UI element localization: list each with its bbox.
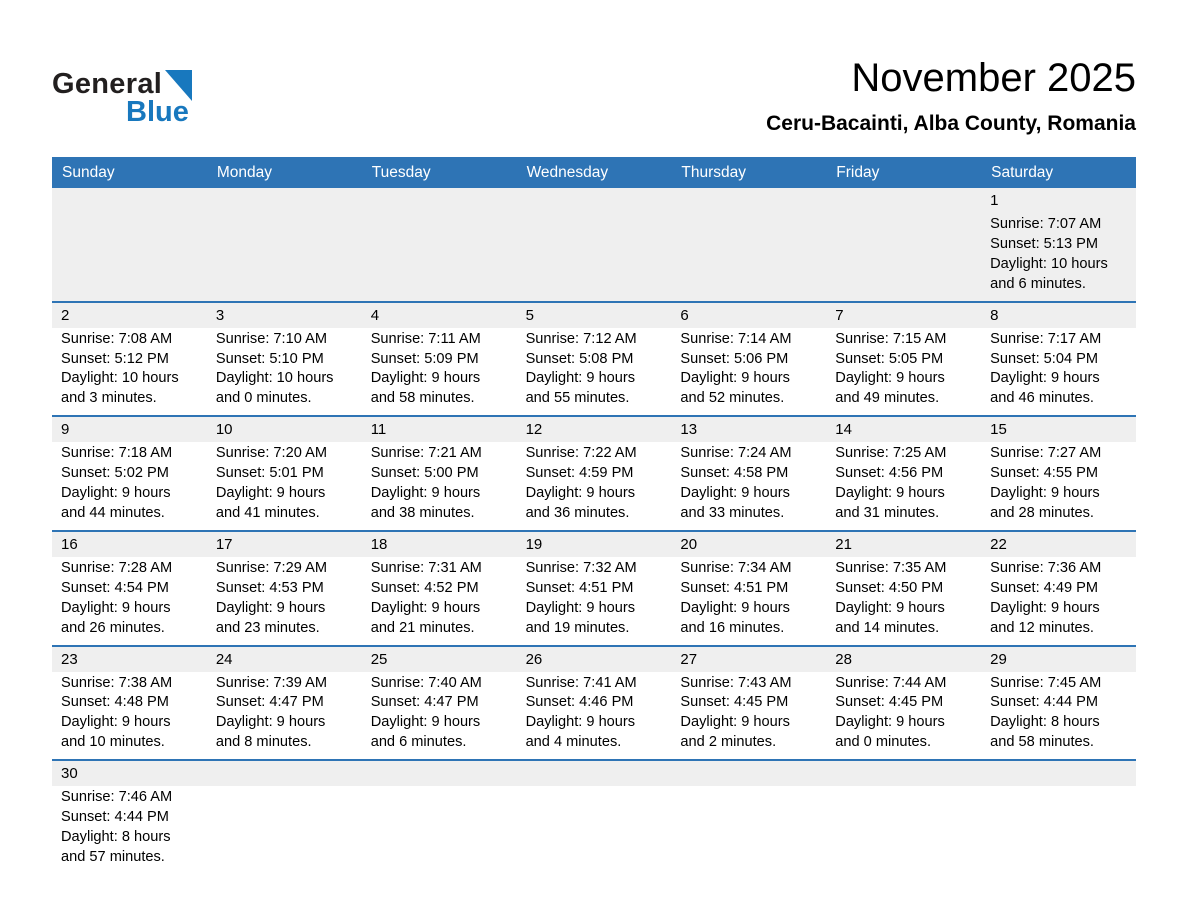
weekday-tuesday: Tuesday <box>371 164 431 181</box>
detail-line: and 55 minutes. <box>525 390 630 407</box>
detail-line: Daylight: 9 hours <box>370 714 481 731</box>
detail-line: Daylight: 8 hours <box>990 714 1100 731</box>
day-number <box>517 188 672 213</box>
detail-line: and 14 minutes. <box>835 619 940 636</box>
detail-line: and 58 minutes. <box>370 390 475 407</box>
week-row <box>52 188 1136 301</box>
detail-line: Daylight: 9 hours <box>680 370 790 387</box>
empty-cell <box>207 761 362 877</box>
detail-line: and 33 minutes. <box>680 504 785 521</box>
empty-cell <box>517 188 672 301</box>
day-cell <box>362 417 517 530</box>
detail-line: Sunset: 5:02 PM <box>61 465 169 482</box>
weekday-wednesday: Wednesday <box>526 164 609 181</box>
detail-line: Sunset: 5:08 PM <box>525 350 634 367</box>
day-number: 26 <box>517 647 672 672</box>
detail-line: Sunset: 4:51 PM <box>680 579 789 596</box>
detail-line: Sunset: 4:56 PM <box>835 465 944 482</box>
day-details <box>207 328 362 416</box>
day-number: 14 <box>826 417 981 442</box>
detail-line: and 44 minutes. <box>61 504 165 521</box>
day-cell <box>981 188 1136 301</box>
day-cell <box>517 303 672 416</box>
day-details <box>52 672 207 760</box>
day-cell <box>517 417 672 530</box>
day-cell <box>362 303 517 416</box>
detail-line: and 23 minutes. <box>215 619 320 636</box>
weekday-friday: Friday <box>836 164 880 181</box>
day-number: 6 <box>671 303 826 328</box>
day-cell <box>981 303 1136 416</box>
day-number <box>52 188 207 213</box>
detail-line: and 36 minutes. <box>525 504 630 521</box>
day-number <box>981 761 1136 786</box>
day-details <box>981 672 1136 760</box>
week-row <box>52 530 1136 645</box>
day-details <box>826 672 981 760</box>
empty-cell <box>52 188 207 301</box>
day-details <box>517 786 672 794</box>
day-details <box>517 672 672 760</box>
detail-line: Sunrise: 7:25 AM <box>835 445 947 462</box>
weekday-saturday: Saturday <box>991 164 1054 181</box>
detail-line: Daylight: 9 hours <box>990 599 1100 616</box>
day-details <box>207 442 362 530</box>
detail-line: Sunset: 4:45 PM <box>680 694 789 711</box>
detail-line: Sunset: 4:55 PM <box>990 465 1099 482</box>
day-number <box>826 188 981 213</box>
day-details <box>517 328 672 416</box>
detail-line: and 49 minutes. <box>835 390 940 407</box>
day-details <box>981 786 1136 794</box>
week-row <box>52 301 1136 416</box>
day-number: 15 <box>981 417 1136 442</box>
logo-text-blue: Blue <box>126 96 189 128</box>
day-cell <box>362 532 517 645</box>
day-details <box>826 557 981 645</box>
day-cell <box>671 303 826 416</box>
day-details <box>671 786 826 794</box>
detail-line: Sunrise: 7:39 AM <box>215 674 327 691</box>
detail-line: and 31 minutes. <box>835 504 940 521</box>
detail-line: and 0 minutes. <box>215 390 312 407</box>
detail-line: and 6 minutes. <box>370 734 467 751</box>
day-details <box>826 213 981 221</box>
detail-line: Sunrise: 7:31 AM <box>370 559 482 576</box>
day-cell <box>52 303 207 416</box>
logo-text-general: General <box>52 68 163 100</box>
detail-line: Sunset: 5:06 PM <box>680 350 789 367</box>
detail-line: Daylight: 9 hours <box>215 599 326 616</box>
detail-line: and 41 minutes. <box>215 504 320 521</box>
detail-line: Daylight: 9 hours <box>370 485 481 502</box>
detail-line: and 3 minutes. <box>61 390 157 407</box>
calendar <box>52 157 1136 877</box>
detail-line: and 12 minutes. <box>990 619 1094 636</box>
day-details <box>52 786 207 874</box>
empty-cell <box>826 188 981 301</box>
detail-line: Daylight: 9 hours <box>525 370 636 387</box>
day-cell <box>207 532 362 645</box>
day-details <box>981 442 1136 530</box>
detail-line: Sunset: 5:00 PM <box>370 465 479 482</box>
day-details <box>826 786 981 794</box>
day-details <box>826 442 981 530</box>
detail-line: and 57 minutes. <box>61 848 165 865</box>
day-details <box>52 557 207 645</box>
day-details <box>52 328 207 416</box>
day-number: 21 <box>826 532 981 557</box>
day-cell <box>671 532 826 645</box>
detail-line: Sunset: 5:13 PM <box>990 235 1099 252</box>
day-cell <box>826 417 981 530</box>
day-details <box>981 557 1136 645</box>
detail-line: Daylight: 9 hours <box>370 599 481 616</box>
day-details <box>362 328 517 416</box>
day-number: 25 <box>362 647 517 672</box>
detail-line: Daylight: 9 hours <box>525 485 636 502</box>
detail-line: Sunset: 5:10 PM <box>215 350 324 367</box>
empty-cell <box>826 761 981 877</box>
detail-line: and 38 minutes. <box>370 504 475 521</box>
day-number: 3 <box>207 303 362 328</box>
detail-line: Daylight: 9 hours <box>61 485 171 502</box>
detail-line: Sunrise: 7:44 AM <box>835 674 947 691</box>
detail-line: Sunrise: 7:08 AM <box>61 330 173 347</box>
detail-line: Sunrise: 7:43 AM <box>680 674 792 691</box>
day-details <box>671 672 826 760</box>
detail-line: Sunrise: 7:11 AM <box>370 330 481 347</box>
detail-line: and 21 minutes. <box>370 619 475 636</box>
detail-line: Sunset: 4:47 PM <box>215 694 324 711</box>
detail-line: Sunrise: 7:29 AM <box>215 559 327 576</box>
empty-cell <box>517 761 672 877</box>
detail-line: Daylight: 10 hours <box>990 255 1108 272</box>
detail-line: Sunrise: 7:28 AM <box>61 559 173 576</box>
detail-line: Sunset: 4:51 PM <box>525 579 634 596</box>
detail-line: Sunset: 4:47 PM <box>370 694 479 711</box>
empty-cell <box>207 188 362 301</box>
detail-line: Sunset: 4:52 PM <box>370 579 479 596</box>
detail-line: and 52 minutes. <box>680 390 785 407</box>
detail-line: Sunset: 5:09 PM <box>370 350 479 367</box>
detail-line: Daylight: 9 hours <box>990 485 1100 502</box>
detail-line: Sunset: 5:04 PM <box>990 350 1099 367</box>
day-number <box>671 188 826 213</box>
day-details <box>517 557 672 645</box>
detail-line: Sunset: 4:48 PM <box>61 694 169 711</box>
detail-line: Daylight: 9 hours <box>835 714 945 731</box>
detail-line: Sunset: 4:58 PM <box>680 465 789 482</box>
day-number: 11 <box>362 417 517 442</box>
day-number: 27 <box>671 647 826 672</box>
day-details <box>671 442 826 530</box>
day-details <box>517 213 672 221</box>
day-number: 13 <box>671 417 826 442</box>
detail-line: Daylight: 9 hours <box>61 714 171 731</box>
week-row <box>52 415 1136 530</box>
detail-line: Daylight: 9 hours <box>835 599 945 616</box>
day-number: 20 <box>671 532 826 557</box>
day-details <box>52 213 207 221</box>
day-number: 2 <box>52 303 207 328</box>
day-number: 29 <box>981 647 1136 672</box>
day-details <box>671 557 826 645</box>
detail-line: Daylight: 10 hours <box>61 370 179 387</box>
weekday-sunday: Sunday <box>62 164 115 181</box>
day-number: 28 <box>826 647 981 672</box>
empty-cell <box>671 761 826 877</box>
detail-line: Sunrise: 7:20 AM <box>215 445 327 462</box>
detail-line: Sunrise: 7:10 AM <box>215 330 327 347</box>
detail-line: Sunrise: 7:15 AM <box>835 330 947 347</box>
day-number <box>517 761 672 786</box>
detail-line: and 10 minutes. <box>61 734 165 751</box>
day-number <box>362 188 517 213</box>
day-details <box>362 213 517 221</box>
day-number: 4 <box>362 303 517 328</box>
detail-line: Sunrise: 7:35 AM <box>835 559 947 576</box>
detail-line: and 6 minutes. <box>990 275 1086 292</box>
day-details <box>52 442 207 530</box>
detail-line: and 0 minutes. <box>835 734 932 751</box>
detail-line: Sunrise: 7:40 AM <box>370 674 482 691</box>
detail-line: Sunrise: 7:18 AM <box>61 445 173 462</box>
day-details <box>671 213 826 221</box>
location-subtitle: Ceru-Bacainti, Alba County, Romania <box>766 112 1136 135</box>
day-cell <box>981 417 1136 530</box>
title-block <box>766 56 1136 136</box>
day-cell <box>981 647 1136 760</box>
detail-line: Sunrise: 7:07 AM <box>990 216 1102 232</box>
detail-line: and 19 minutes. <box>525 619 630 636</box>
detail-line: Sunrise: 7:24 AM <box>680 445 792 462</box>
day-number <box>826 761 981 786</box>
detail-line: Sunrise: 7:36 AM <box>990 559 1102 576</box>
day-details <box>981 328 1136 416</box>
detail-line: Sunrise: 7:27 AM <box>990 445 1102 462</box>
day-cell <box>52 417 207 530</box>
detail-line: Daylight: 10 hours <box>215 370 334 387</box>
detail-line: Daylight: 9 hours <box>525 714 636 731</box>
detail-line: Daylight: 9 hours <box>525 599 636 616</box>
detail-line: Sunset: 5:05 PM <box>835 350 944 367</box>
detail-line: Daylight: 9 hours <box>680 714 790 731</box>
detail-line: Sunrise: 7:12 AM <box>525 330 637 347</box>
detail-line: Daylight: 9 hours <box>990 370 1100 387</box>
day-cell <box>362 647 517 760</box>
detail-line: Sunrise: 7:14 AM <box>680 330 792 347</box>
detail-line: and 26 minutes. <box>61 619 165 636</box>
detail-line: Sunset: 4:49 PM <box>990 579 1099 596</box>
day-cell <box>826 303 981 416</box>
day-details <box>207 786 362 794</box>
detail-line: Daylight: 9 hours <box>215 485 326 502</box>
weekday-monday: Monday <box>216 164 272 181</box>
day-details <box>671 328 826 416</box>
day-number <box>207 761 362 786</box>
detail-line: and 2 minutes. <box>680 734 777 751</box>
day-cell <box>52 647 207 760</box>
detail-line: Sunrise: 7:17 AM <box>990 330 1102 347</box>
detail-line: Sunset: 5:12 PM <box>61 350 169 367</box>
day-number: 8 <box>981 303 1136 328</box>
detail-line: Sunset: 4:46 PM <box>525 694 634 711</box>
day-number <box>671 761 826 786</box>
day-details <box>207 557 362 645</box>
detail-line: and 8 minutes. <box>215 734 312 751</box>
detail-line: Sunset: 4:54 PM <box>61 579 169 596</box>
empty-cell <box>362 188 517 301</box>
day-cell <box>981 532 1136 645</box>
detail-line: and 28 minutes. <box>990 504 1094 521</box>
day-details <box>981 213 1136 301</box>
day-cell <box>671 417 826 530</box>
detail-line: Sunrise: 7:45 AM <box>990 674 1102 691</box>
detail-line: Sunset: 4:45 PM <box>835 694 944 711</box>
day-details <box>362 786 517 794</box>
detail-line: Sunset: 4:53 PM <box>215 579 324 596</box>
detail-line: Daylight: 9 hours <box>680 599 790 616</box>
day-details <box>207 672 362 760</box>
empty-cell <box>981 761 1136 877</box>
day-number: 24 <box>207 647 362 672</box>
day-number: 22 <box>981 532 1136 557</box>
detail-line: and 46 minutes. <box>990 390 1094 407</box>
day-number: 7 <box>826 303 981 328</box>
weekday-thursday: Thursday <box>681 164 747 181</box>
day-number <box>207 188 362 213</box>
day-cell <box>826 647 981 760</box>
empty-cell <box>362 761 517 877</box>
detail-line: Sunset: 5:01 PM <box>215 465 324 482</box>
day-number: 9 <box>52 417 207 442</box>
weekday-header-row <box>52 157 1136 188</box>
week-row <box>52 645 1136 760</box>
day-details <box>826 328 981 416</box>
day-cell <box>671 647 826 760</box>
day-number: 10 <box>207 417 362 442</box>
detail-line: Sunset: 4:59 PM <box>525 465 634 482</box>
detail-line: Daylight: 9 hours <box>835 485 945 502</box>
day-number: 5 <box>517 303 672 328</box>
detail-line: Sunrise: 7:41 AM <box>525 674 637 691</box>
month-title: November 2025 <box>851 56 1136 100</box>
day-number: 30 <box>52 761 207 786</box>
detail-line: Sunset: 4:50 PM <box>835 579 944 596</box>
day-details <box>207 213 362 221</box>
detail-line: Daylight: 9 hours <box>215 714 326 731</box>
day-cell <box>52 532 207 645</box>
detail-line: Daylight: 9 hours <box>835 370 945 387</box>
day-cell <box>517 532 672 645</box>
day-number: 19 <box>517 532 672 557</box>
detail-line: and 4 minutes. <box>525 734 622 751</box>
day-cell <box>826 532 981 645</box>
week-row <box>52 759 1136 877</box>
detail-line: Sunrise: 7:34 AM <box>680 559 792 576</box>
day-details <box>362 557 517 645</box>
general-blue-logo <box>52 70 192 127</box>
detail-line: Sunrise: 7:22 AM <box>525 445 637 462</box>
detail-line: Sunset: 4:44 PM <box>990 694 1099 711</box>
day-cell <box>517 647 672 760</box>
detail-line: Daylight: 9 hours <box>680 485 790 502</box>
day-number: 23 <box>52 647 207 672</box>
day-number: 16 <box>52 532 207 557</box>
day-details <box>362 442 517 530</box>
day-cell <box>207 647 362 760</box>
detail-line: Sunset: 4:44 PM <box>61 809 169 826</box>
detail-line: Sunrise: 7:38 AM <box>61 674 173 691</box>
detail-line: and 16 minutes. <box>680 619 785 636</box>
day-cell <box>207 303 362 416</box>
detail-line: Sunrise: 7:46 AM <box>61 789 173 806</box>
detail-line: Daylight: 9 hours <box>61 599 171 616</box>
day-number: 18 <box>362 532 517 557</box>
day-cell <box>207 417 362 530</box>
detail-line: Sunrise: 7:32 AM <box>525 559 637 576</box>
detail-line: Sunrise: 7:21 AM <box>370 445 482 462</box>
day-cell <box>52 761 207 877</box>
day-number: 12 <box>517 417 672 442</box>
empty-cell <box>671 188 826 301</box>
detail-line: Daylight: 9 hours <box>370 370 481 387</box>
day-number: 1 <box>990 192 999 209</box>
detail-line: and 58 minutes. <box>990 734 1094 751</box>
day-details <box>362 672 517 760</box>
calendar-weeks <box>52 188 1136 877</box>
day-number: 17 <box>207 532 362 557</box>
day-details <box>517 442 672 530</box>
day-number <box>362 761 517 786</box>
detail-line: Daylight: 8 hours <box>61 828 171 845</box>
